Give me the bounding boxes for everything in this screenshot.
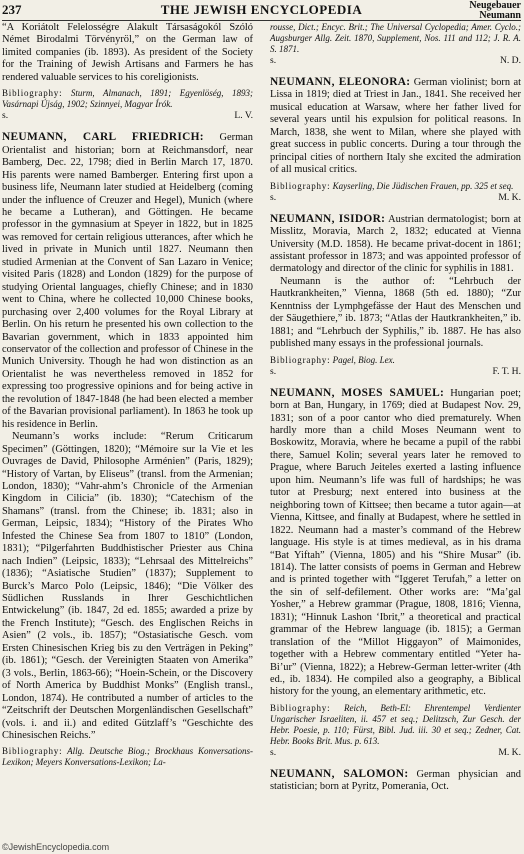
entry-paragraph-works: Neumann is the author of: “Lehrbuch der Hautkrankheiten,” Vienna, 1868 (5th ed. 1880); “Zur Kenntniss der Lymphgefässe der Haut des Menschen und der Säugethiere,” ib. 1873; “Atlas der Hautkrankheiten,” ib. 1881; and “Lehrbuch der Syphilis,” ib. 1887. He has also published many essays in the professional journals. [270,275,521,350]
bibliography-text: rousse, Dict.; Encyc. Brit.; The Universal Cyclopedia; Amer. Cyclo.; Augsburger Allg. Zeit. 1870, Supplement, Nos. 111 and 112; J. R. A. S. 1871. [270,22,521,54]
signature-line [270,55,521,67]
catchwords [469,1,521,21]
entry-paragraph [2,131,253,431]
entry-eleonora [270,76,521,204]
entry-text: Hungarian poet; born at Ban, Hungary, in 1769; died at Budapest Nov. 29, 1831; son of a poor cantor who died prematurely. When hardly more than a child Moses Neumann went to Boskowitz, Moravia, where he became a pupil of the rabbi there, Samuel Kolin; several years later he removed to Prague, where Baruch Jeiteles exerted a lasting influence upon him. Neumann’s life was full of hardships; he was tutor at Presburg; next entered into business at the neighboring town of Kittsee; then became a tutor again—at Vienna, Kittsee, and finally at Budapest, where he settled in 1822. Neumann had a master’s command of the Hebrew language. His style is at times medieval, as in his drama “Bat Yiftah” (Vienna, 1805) and his “Shire Musar” (ib. 1814). The latter consists of poems in German and Hebrew and is printed together with “Iggeret Terufah,” a letter on the sin of self-defilement. Other works are: “Ma’gal Yosher,” a Hebrew grammar (Prague, 1808, 1816; Vienna, 1831); “Hinnuk Lashon ‘Ibrit,” a theoretical and practical grammar of the Hebrew language (ib. 1815); a German translation of the “Millot Higgayon” of Maimonides, together with a Hebrew commentary entitled “Yeter ha-Bi’ur” (Vienna, 1822); a Hebrew-German letter-writer (4th ed., ib. 1834). He compiled also a geography, a Biblical history for the young, an elementary arithmetic, etc. [270,387,522,698]
signature-author: L. V. [234,110,253,122]
signature-line [270,366,521,378]
entry-paragraph [270,768,521,794]
signature-author: M. K. [498,746,521,758]
signature-author: F. T. H. [492,365,521,377]
catchword-first: Neugebauer [469,0,521,11]
entry-heading: NEUMANN, SALOMON: [270,767,409,780]
right-column [270,22,521,854]
entry-moses-samuel [270,387,521,759]
bibliography [270,181,521,192]
header-rule [2,20,521,21]
signature-line [2,110,253,122]
bibliography-text: Allg. Deutsche Biog.; Brockhaus Konversations-Lexikon; Meyers Konversations-Lexikon; La- [2,746,253,768]
entry-salomon [270,768,521,794]
signature-author: M. K. [498,191,521,203]
bibliography-continuation [270,22,521,55]
signature-class: s. [270,746,277,758]
entry-heading: NEUMANN, MOSES SAMUEL: [270,386,445,399]
signature-class: s. [2,110,9,122]
entry-heading: NEUMANN, CARL FRIEDRICH: [2,131,204,144]
bibliography-label: Bibliography: [2,88,63,99]
source-watermark: ©JewishEncyclopedia.com [2,842,110,852]
bibliography-text: Pagel, Biog. Lex. [330,354,395,365]
entry-paragraph [270,387,521,699]
bibliography [270,355,521,366]
entry-text: German Orientalist and historian; born at Reichmansdorf, near Bamberg, Dec. 22, 1798; died in Berlin March 17, 1870. His parents were named Bamberger. Entering first upon a business life, Neumann later studied at Heidelberg (coming under the influence of Creuzer and Hegel), Munich (where he became a Lutheran), and Göttingen. He became professor in the gymnasium at Speyer in 1822, but in 1825 was removed for certain religious utterances, after which he lived in private in Munich until 1827. Neumann then studied Armenian at the Convent of San Lazaro in Venice; visited Paris (1828) and London (1829) for the purpose of studying Oriental languages, chiefly Chinese; and in 1830 went to China, where he collected 10,000 Chinese books, purchasing over 2,400 volumes for the Royal Library at Berlin. On his return he presented his own collection to the Bavarian government, which in 1833 appointed him conservator of the collection and professor of Chinese in the Munich University. Though he had won distinction as an Orientalist he was nevertheless removed in 1852 for expressing too progressive opinions and for being active in the revolution of 1847-1848 (he had been elected a member of the Bavarian provisional parliament). In 1863 he took up his residence in Berlin. [2,132,253,430]
entry-paragraph-works: Neumann’s works include: “Rerum Criticarum Specimen” (Göttingen, 1820); “Mémoire sur la Vie et les Ouvrages de David, Philosophe Arménien” (Paris, 1829); “History of Vartan, by Eliseus” (transl. from the Armenian; London, 1830); “Vahr-ahm’s Chronicle of the Armenian Kingdom in Cilicia” (ib. 1830); “Catechism of the Shamans” (transl. from the Chinese; ib. 1831; also in German, Leipsic, 1834); “History of the Pirates Who Infested the Chinese Sea from 1807 to 1810” (London, 1831); “Pilgerfahrten Buddhistischer Priester aus China nach Indien” (Leipsic, 1833); “Lehrsaal des Mittelreichs” (1836); “Asiatische Studien” (1837); Supplement to Burck’s Marco Polo (Leipsic, 1846); “Die Völker des Südlichen Russlands in Ihrer Geschichtlichen Entwickelung” (ib. 1847, 2d ed. 1855; awarded a prize by the French Institute); “Gesch. des Englischen Reichs in Asien” (2 vols., ib. 1857); “Ostasiatische Gesch. vom Ersten Chinesischen Krieg bis zu den Verträgen in Peking” (ib. 1861); “Gesch. der Vereinigten Staaten von Amerika” (3 vols., Berlin, 1863-66); “Hoein-Schein, or the Discovery of North America by Buddhist Monks” (English transl., London, 1874). He contributed a number of articles to the “Zeitschrift der Deutschen Morgenländischen Gesellschaft” (vols. i. and ii.) and edited Gützlaff’s “Geschichte des Chinesischen Reichs.” [2,431,253,742]
signature-class: s. [270,365,277,377]
entry-heading: NEUMANN, ISIDOR: [270,212,386,225]
bibliography-label: Bibliography: [2,746,63,757]
bibliography-label: Bibliography: [270,180,331,191]
signature-author: N. D. [499,55,521,66]
entry-carl-friedrich [2,131,253,768]
catchword-last: Neumann [479,10,521,21]
left-column [2,22,253,854]
entry-text: German physician and statistician; born at Pyritz, Pomerania, Oct. [270,768,521,793]
entry-paragraph [270,76,521,177]
running-title: THE JEWISH ENCYCLOPEDIA [160,2,363,17]
bibliography [2,746,253,768]
signature-line [270,192,521,204]
bibliography [270,703,521,747]
signature-class: s. [270,55,277,66]
entry-heading: NEUMANN, ELEONORA: [270,76,411,88]
bibliography-label: Bibliography: [270,354,331,365]
entry-isidor [270,213,521,378]
page-number: 237 [2,2,22,17]
bibliography-label: Bibliography: [270,702,331,713]
entry-paragraph [270,213,521,276]
bibliography [2,88,253,110]
page-header [2,2,521,19]
signature-line [270,747,521,759]
signature-class: s. [270,191,277,203]
continuation-text: “A Koriátolt Felelosségre Alakult Társaságokól Szóló Német Birodalmi Törvényröl,” on the German law of limited companies (ib. 1893). As president of the Society for the Training of Jewish Artisans and Farmers he has rendered valuable services to his coreligionists. [2,22,253,83]
bibliography-text: Reich, Beth-El: Ehrentempel Verdienter Ungarischer Israeliten, ii. 457 et seq.; Delitzsch, Zur Gesch. der Hebr. Poesie, p. 110; Fürst, Bibl. Jud. iii. 30 et seq.; Zedner, Cat. Hebr. Books Brit. Mus. p. 613. [270,702,521,746]
entry-text: Austrian dermatologist; born at Misslitz, Moravia, March 2, 1832; educated at Vienna University (M.D. 1858). He became privat-docent in 1861; assistant professor in 1873; and was appointed professor of dermatology and director of the clinic for syphilis in 1881. [270,213,522,275]
bibliography-text: Sturm, Almanach, 1891; Egyenlöség, 1893; Vasárnapi Újság, 1902; Szinnyei, Magyar Írók. [2,88,253,110]
bibliography-text: Kayserling, Die Jüdischen Frauen, pp. 325 et seq. [330,180,514,191]
entry-text: German violinist; born at Lissa in 1819; died at Triest in Jan., 1841. She received her musical education at Warsaw, where her father lived for several years until his expulsion for political reasons. In March, 1838, she went to Milan, where she played with great success in public concerts. During a tour through the principal cities of northern Italy she excited the admiration of all musical critics. [270,77,521,176]
